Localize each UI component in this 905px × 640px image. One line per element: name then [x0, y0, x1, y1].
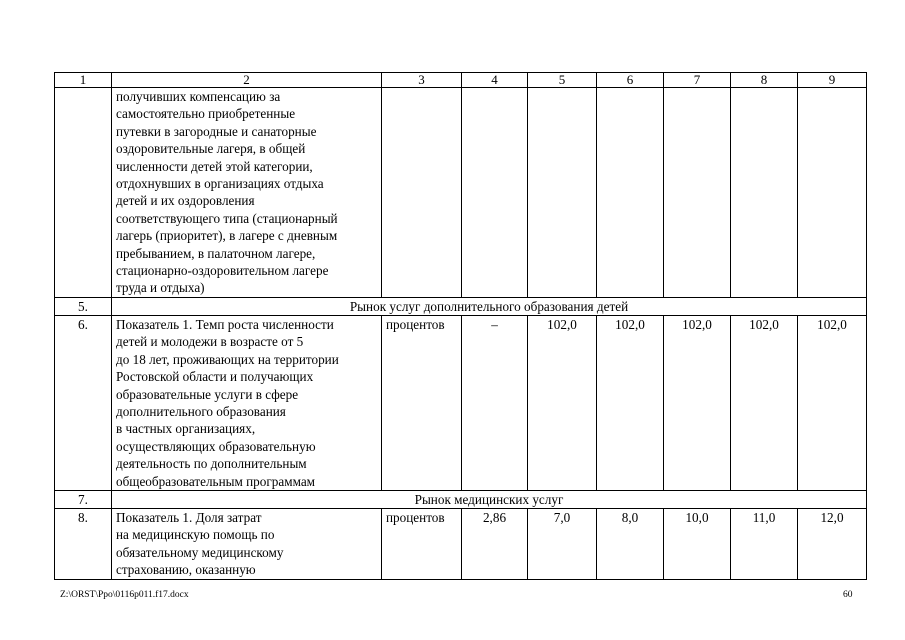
value-cell: 102,0 [528, 315, 597, 490]
header-cell: 2 [112, 73, 382, 88]
text-line: путевки в загородные и санаторные [116, 123, 317, 139]
text-line: самостоятельно приобретенные [116, 106, 296, 122]
value-cell: 102,0 [597, 315, 664, 490]
text-line: лагерь (приоритет), в лагере с дневным [116, 228, 338, 244]
value-cell [462, 88, 528, 298]
value-cell [664, 88, 731, 298]
indicator-text-cell [112, 508, 382, 579]
section-row-additional-education [55, 297, 867, 315]
text-line: страхованию, оказанную [116, 562, 256, 578]
text-line: на медицинскую помощь по [116, 527, 275, 543]
text-line: Показатель 1. Доля затрат [116, 509, 262, 525]
text-line: получивших компенсацию за [116, 89, 281, 104]
text-line: до 18 лет, проживающих на территории [116, 351, 339, 367]
row-number-cell: 6. [55, 315, 112, 490]
table-row-indicator-8 [55, 508, 867, 579]
value-cell [528, 88, 597, 298]
header-cell: 1 [55, 73, 112, 88]
header-cell: 5 [528, 73, 597, 88]
value-cell: 102,0 [731, 315, 798, 490]
text-line: отдохнувших в организациях отдыха [116, 176, 324, 192]
value-cell: 102,0 [798, 315, 867, 490]
value-cell [731, 88, 798, 298]
text-line: оздоровительные лагеря, в общей [116, 141, 306, 157]
indicators-table [54, 72, 867, 580]
text-line: труда и отдыха) [116, 280, 205, 296]
header-cell: 7 [664, 73, 731, 88]
value-cell [597, 88, 664, 298]
section-row-medical-services [55, 490, 867, 508]
value-cell: 7,0 [528, 508, 597, 579]
text-line: детей и молодежи в возрасте от 5 [116, 334, 304, 350]
indicator-text-cell [112, 88, 382, 298]
text-line: обязательному медицинскому [116, 544, 284, 560]
text-line: осуществляющих образовательную [116, 438, 316, 454]
value-cell: 12,0 [798, 508, 867, 579]
text-line: образовательные услуги в сфере [116, 386, 299, 402]
text-line: Ростовской области и получающих [116, 369, 314, 385]
text-line: Показатель 1. Темп роста численности [116, 316, 334, 332]
page-number: 60 [843, 590, 853, 600]
text-line: в частных организациях, [116, 421, 256, 437]
value-cell: – [462, 315, 528, 490]
value-cell [798, 88, 867, 298]
value-cell: 2,86 [462, 508, 528, 579]
file-path: Z:\ORST\Ppo\0116p011.f17.docx [60, 590, 189, 600]
value-cell: 102,0 [664, 315, 731, 490]
value-cell: 8,0 [597, 508, 664, 579]
text-line: пребыванием, в палаточном лагере, [116, 245, 316, 261]
row-number-cell: 7. [55, 490, 112, 508]
unit-cell: процентов [382, 315, 462, 490]
text-line: стационарно-оздоровительном лагере [116, 263, 329, 279]
row-number-cell: 5. [55, 297, 112, 315]
table-row-indicator-6 [55, 315, 867, 490]
section-title: Рынок услуг дополнительного образования детей [112, 297, 867, 315]
section-title: Рынок медицинских услуг [112, 490, 867, 508]
text-line: численности детей этой категории, [116, 158, 313, 174]
row-number-cell: 8. [55, 508, 112, 579]
unit-cell: процентов [382, 508, 462, 579]
header-cell: 3 [382, 73, 462, 88]
header-cell: 6 [597, 73, 664, 88]
table-header-row [55, 73, 867, 88]
header-cell: 4 [462, 73, 528, 88]
text-line: дополнительного образования [116, 403, 286, 419]
text-line: деятельность по дополнительным [116, 456, 307, 472]
value-cell: 10,0 [664, 508, 731, 579]
text-line: соответствующего типа (стационарный [116, 210, 338, 226]
value-cell: 11,0 [731, 508, 798, 579]
row-number-cell [55, 88, 112, 298]
text-line: детей и их оздоровления [116, 193, 255, 209]
table-row-continuation [55, 88, 867, 298]
header-cell: 8 [731, 73, 798, 88]
text-line: общеобразовательным программам [116, 473, 316, 489]
indicator-text-cell [112, 315, 382, 490]
unit-cell [382, 88, 462, 298]
header-cell: 9 [798, 73, 867, 88]
